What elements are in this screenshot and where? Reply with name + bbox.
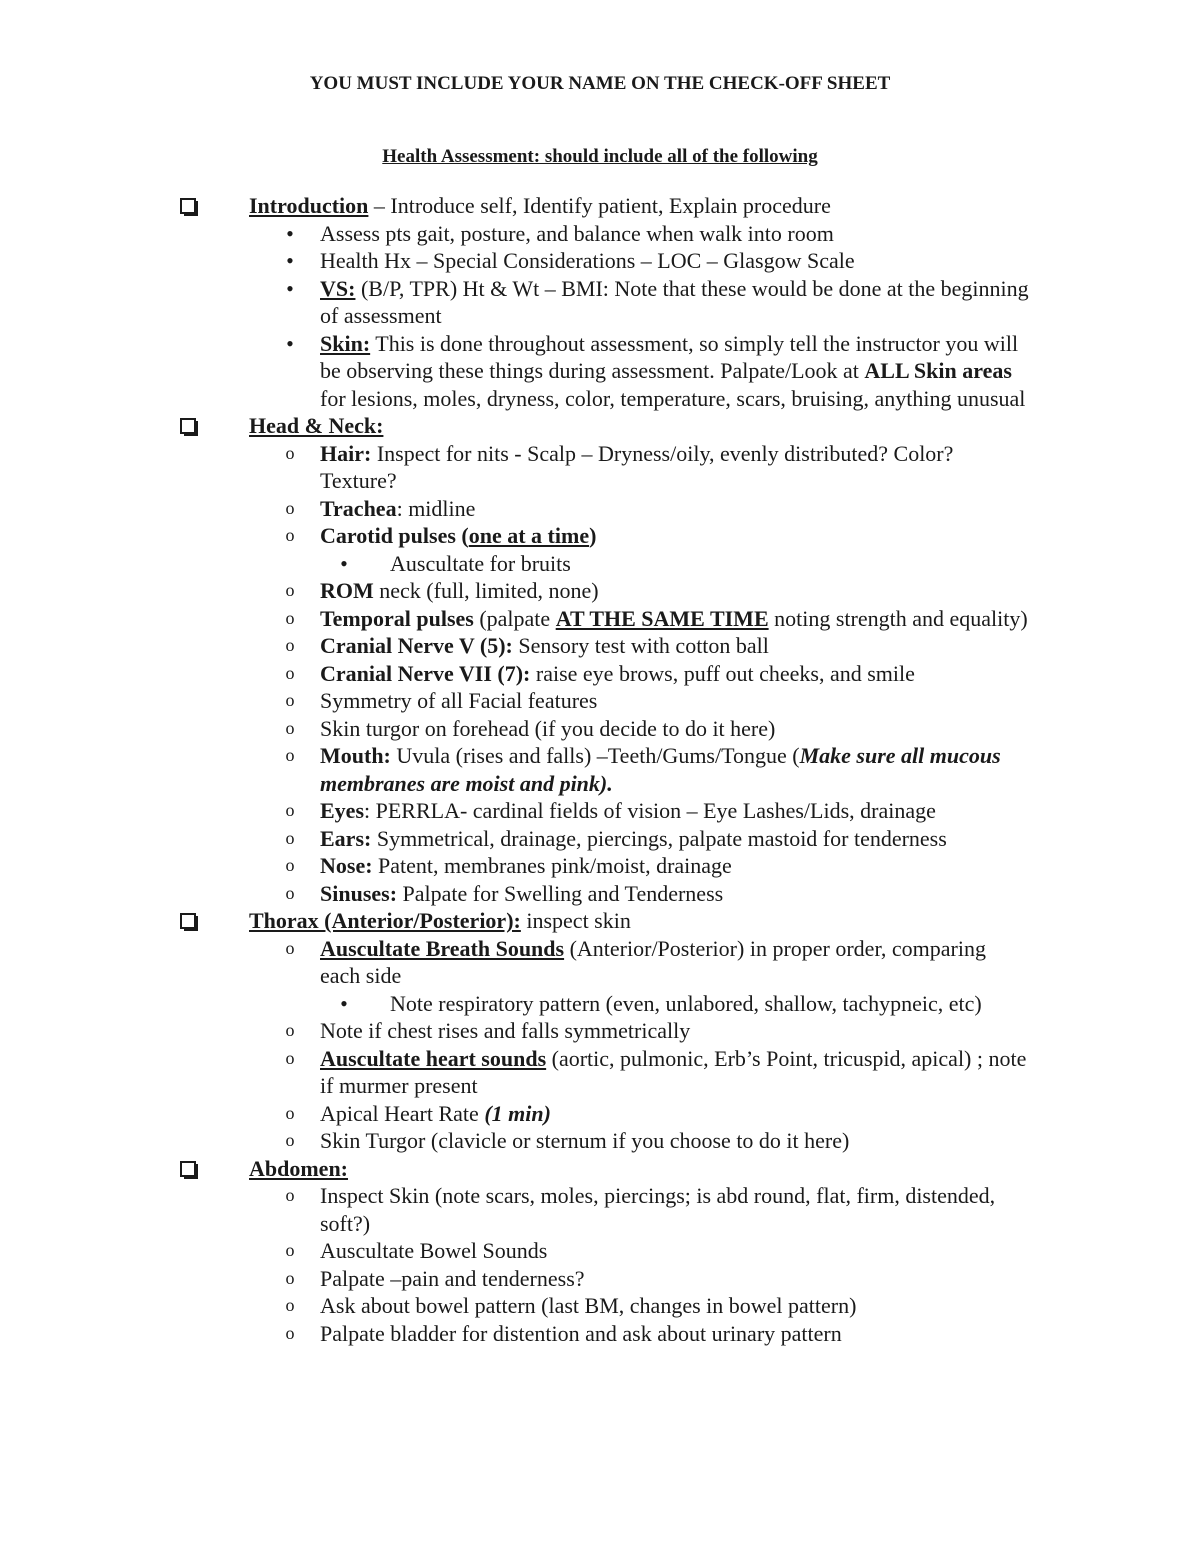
circle-bullet-icon: o [285,635,295,655]
list-item: o Cranial Nerve V (5): Sensory test with cotton ball [0,632,1200,660]
list-item: • Auscultate for bruits [0,550,1200,578]
circle-bullet-icon: o [285,1185,295,1205]
bullet-icon: • [340,550,348,576]
list-item: • VS: (B/P, TPR) Ht & Wt – BMI: Note that these would be done at the beginning of assessment [0,275,1200,330]
circle-bullet-icon: o [285,1020,295,1040]
list-item: o Skin turgor on forehead (if you decide to do it here) [0,715,1200,743]
list-item: o Nose: Patent, membranes pink/moist, drainage [0,852,1200,880]
circle-bullet-icon: o [285,690,295,710]
circle-bullet-icon: o [285,442,295,463]
list-item: o Mouth: Uvula (rises and falls) –Teeth/Gums/Tongue (Make sure all mucous membranes are moist and pink). [0,742,1200,797]
list-item: o Ears: Symmetrical, drainage, piercings, palpate mastoid for tenderness [0,825,1200,853]
list-item: o Trachea: midline [0,495,1200,523]
section-abdomen [0,1155,1200,1348]
circle-bullet-icon: o [285,1240,295,1260]
circle-bullet-icon: o [285,882,295,903]
checkbox-icon[interactable] [180,1161,196,1177]
circle-bullet-icon: o [285,607,295,628]
item-label: Skin: [320,330,371,356]
list-item: o Palpate bladder for distention and ask about urinary pattern [0,1320,1200,1348]
circle-bullet-icon: o [285,937,295,958]
section-title: Thorax (Anterior/Posterior): [249,908,521,933]
circle-bullet-icon: o [285,1322,295,1343]
list-item: o Apical Heart Rate (1 min) [0,1100,1200,1128]
section-thorax [0,907,1200,1155]
checklist [0,192,1200,1347]
list-item: o Note if chest rises and falls symmetrically [0,1017,1200,1045]
checkbox-icon[interactable] [180,198,196,214]
list-item: o Ask about bowel pattern (last BM, changes in bowel pattern) [0,1292,1200,1320]
list-item: • Note respiratory pattern (even, unlabored, shallow, tachypneic, etc) [0,990,1200,1018]
section-title: Abdomen: [249,1155,349,1181]
circle-bullet-icon: o [285,1295,295,1315]
section-description: inspect skin [520,908,631,933]
list-item: o Auscultate Bowel Sounds [0,1237,1200,1265]
circle-bullet-icon: o [285,717,295,738]
circle-bullet-icon: o [285,827,295,848]
bullet-icon: • [286,248,294,273]
circle-bullet-icon: o [285,580,295,600]
list-item: o Skin Turgor (clavicle or sternum if you choose to do it here) [0,1127,1200,1155]
page-subtitle: Health Assessment: should include all of the following [382,146,818,167]
list-item: o Cranial Nerve VII (7): raise eye brows, puff out cheeks, and smile [0,660,1200,688]
bullet-icon: • [286,275,294,301]
bullet-icon: • [340,990,348,1016]
list-item: • Skin: This is done throughout assessment, so simply tell the instructor you will be observing these things during assessment. Palpate/Look at ALL Skin areas for lesions, moles, dryness, color, temperature, scars, bruising, anything unusual [0,330,1200,413]
list-item: o Carotid pulses (one at a time) [0,522,1200,550]
section-description: – Introduce self, Identify patient, Explain procedure [368,193,831,218]
list-item: o Symmetry of all Facial features [0,687,1200,715]
checkbox-icon[interactable] [180,913,196,929]
circle-bullet-icon: o [285,1130,295,1150]
circle-bullet-icon: o [285,497,295,518]
item-label: VS: [320,275,356,301]
section-title: Head & Neck: [249,413,384,438]
circle-bullet-icon: o [285,662,295,683]
bullet-icon: • [286,330,294,356]
checkbox-icon[interactable] [180,418,196,434]
circle-bullet-icon: o [285,1102,295,1123]
list-item: o Auscultate Breath Sounds (Anterior/Posterior) in proper order, comparing each side [0,935,1200,990]
circle-bullet-icon: o [285,1267,295,1288]
section-head-neck [0,412,1200,907]
bullet-icon: • [286,220,294,246]
list-item: o Auscultate heart sounds (aortic, pulmonic, Erb’s Point, tricuspid, apical) ; note if murmer present [0,1045,1200,1100]
list-item: • Assess pts gait, posture, and balance when walk into room [0,220,1200,248]
list-item: o Eyes: PERRLA- cardinal fields of vision – Eye Lashes/Lids, drainage [0,797,1200,825]
circle-bullet-icon: o [285,800,295,820]
circle-bullet-icon: o [285,1047,295,1068]
list-item: • Health Hx – Special Considerations – LOC – Glasgow Scale [0,247,1200,275]
list-item: o Hair: Inspect for nits - Scalp – Dryness/oily, evenly distributed? Color? Texture? [0,440,1200,495]
circle-bullet-icon: o [285,525,295,545]
list-item: o Inspect Skin (note scars, moles, piercings; is abd round, flat, firm, distended, soft?) [0,1182,1200,1237]
list-item: o ROM neck (full, limited, none) [0,577,1200,605]
list-item: o Temporal pulses (palpate AT THE SAME TIME noting strength and equality) [0,605,1200,633]
page-header: YOU MUST INCLUDE YOUR NAME ON THE CHECK-OFF SHEET [309,73,891,94]
section-introduction [0,192,1200,412]
list-item: o Sinuses: Palpate for Swelling and Tenderness [0,880,1200,908]
section-title: Introduction [249,193,369,218]
circle-bullet-icon: o [285,745,295,765]
list-item: o Palpate –pain and tenderness? [0,1265,1200,1293]
circle-bullet-icon: o [285,855,295,875]
